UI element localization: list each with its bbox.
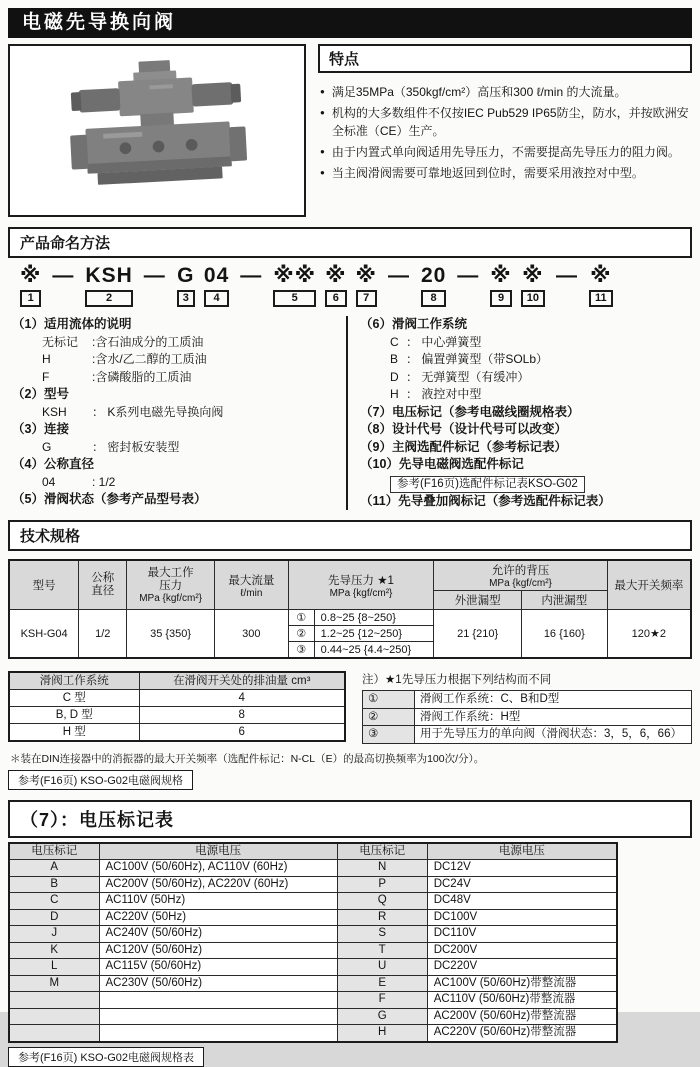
table-cell: B, D 型 xyxy=(9,707,139,724)
model-code-number-box: 2 xyxy=(85,290,132,307)
naming-sub-item xyxy=(360,369,692,387)
table-cell: M xyxy=(9,975,99,992)
naming-sub-desc: :含水/乙二醇的工质油 xyxy=(92,352,207,366)
model-code-segment xyxy=(20,265,41,307)
table-cell: DC12V xyxy=(427,860,617,877)
table-cell: E xyxy=(337,975,427,992)
model-code-segment xyxy=(421,265,446,307)
model-code-text: ※ xyxy=(355,264,377,287)
naming-item-label: （2）型号 xyxy=(12,387,69,401)
naming-item xyxy=(360,316,692,404)
naming-sub-desc: ： 无弹簧型（有缓冲） xyxy=(406,369,530,384)
table-cell: DC220V xyxy=(427,959,617,976)
table-cell xyxy=(99,992,337,1009)
voltage-section xyxy=(8,800,692,1067)
feature-bullet-item xyxy=(320,104,690,140)
cell-max-pressure: 35 {350} xyxy=(127,610,215,659)
model-code-number-box: 1 xyxy=(20,290,41,307)
naming-item xyxy=(360,456,692,493)
table-cell: F xyxy=(337,992,427,1009)
cell-pilot-no-2: ② xyxy=(288,626,314,642)
model-code-number-box: 6 xyxy=(325,290,346,307)
col-model: 型号 xyxy=(9,560,79,610)
features-title: 特点 xyxy=(329,51,360,68)
naming-sub-desc: ： 中心弹簧型 xyxy=(406,334,482,349)
model-code-dash xyxy=(386,265,412,287)
table-cell: 滑阀工作系统：C、B和D型 xyxy=(415,691,692,709)
cell-pilot-range-3: 0.44~25 {4.4~250} xyxy=(314,642,434,659)
dash-glyph: — xyxy=(457,264,480,287)
model-code-text: ※ xyxy=(490,264,512,287)
spec-row xyxy=(9,610,691,626)
bullet-icon: ● xyxy=(320,87,325,96)
table-row xyxy=(363,708,692,726)
table-row xyxy=(9,975,617,992)
naming-sub-term: B xyxy=(390,352,399,366)
table-cell: AC110V (50Hz) xyxy=(99,893,337,910)
dash-glyph: — xyxy=(143,264,166,287)
table-row xyxy=(9,860,617,877)
table-cell: 滑阀工作系统：H型 xyxy=(415,708,692,726)
feature-text: 当主阀滑阀需要可靠地返回到位时，需要采用液控对中型。 xyxy=(331,166,644,180)
naming-sub-desc: ： 偏置弹簧型（带SOLb） xyxy=(406,352,549,366)
table-header-row xyxy=(9,843,617,860)
naming-item xyxy=(12,386,346,421)
naming-list-left xyxy=(8,316,346,510)
naming-boxed-note: 参考(F16页)选配件标记表KSO-G02 xyxy=(390,476,585,493)
table-cell: AC115V (50/60Hz) xyxy=(99,959,337,976)
model-code-segment xyxy=(589,265,613,307)
table-row xyxy=(9,1008,617,1025)
table-row xyxy=(9,926,617,943)
table-cell: AC100V (50/60Hz)带整流器 xyxy=(427,975,617,992)
table-row xyxy=(363,691,692,709)
table-cell: C 型 xyxy=(9,690,139,707)
naming-sub-term: 无标记 xyxy=(42,334,79,349)
model-code-text: 20 xyxy=(420,264,447,287)
naming-sub-term: H xyxy=(42,352,51,366)
reference-text: 参考(F16页) KSO-G02电磁阀规格 xyxy=(18,774,184,787)
features-list xyxy=(318,83,692,182)
model-code-segment xyxy=(325,265,346,307)
model-code-segment xyxy=(177,265,195,307)
table-cell: AC220V (50/60Hz)带整流器 xyxy=(427,1025,617,1042)
model-code-segment xyxy=(204,265,229,307)
voltage-title: （7）：电压标记表 xyxy=(20,809,175,830)
table-cell: 4 xyxy=(139,690,345,707)
dash-glyph: — xyxy=(52,264,75,287)
model-code-text: KSH xyxy=(85,264,133,287)
column-header: 电压标记 xyxy=(337,843,427,860)
table-cell: AC200V (50/60Hz)带整流器 xyxy=(427,1008,617,1025)
page-title-bar xyxy=(8,8,692,38)
column-header: 电源电压 xyxy=(99,843,337,860)
naming-item-label: （3）连接 xyxy=(12,422,69,436)
naming-sub-term: G xyxy=(42,439,52,454)
table-cell: AC220V (50Hz) xyxy=(99,909,337,926)
feature-bullet-item xyxy=(320,143,690,161)
table-cell: AC110V (50/60Hz)带整流器 xyxy=(427,992,617,1009)
table-cell: DC200V xyxy=(427,942,617,959)
voltage-table xyxy=(8,842,618,1043)
table-row xyxy=(9,1025,617,1042)
model-code-segment xyxy=(521,265,545,307)
page-title: 电磁先导换向阀 xyxy=(22,12,177,33)
table-cell: N xyxy=(337,860,427,877)
model-code-number-box: 11 xyxy=(589,290,613,307)
table-cell: G xyxy=(337,1008,427,1025)
table-cell xyxy=(99,1008,337,1025)
cell-internal-drain: 16 {160} xyxy=(521,610,607,659)
naming-sub-term: 04 xyxy=(42,474,56,489)
column-header: 电源电压 xyxy=(427,843,617,860)
naming-sub-item xyxy=(360,334,692,352)
naming-sub-desc: :含石油成分的工质油 xyxy=(92,334,204,349)
table-cell: 6 xyxy=(139,724,345,742)
naming-sub-item xyxy=(12,474,346,492)
table-cell: Q xyxy=(337,893,427,910)
table-cell: ③ xyxy=(363,726,415,744)
naming-item-label: （9）主阀选配件标记（参考标记表） xyxy=(360,439,567,454)
table-header-row xyxy=(9,672,345,690)
table-row xyxy=(9,724,345,742)
model-code-number-box: 8 xyxy=(421,290,446,307)
col-max-flow: 最大流量 ℓ/min xyxy=(215,560,289,610)
feature-bullet-item xyxy=(320,83,690,101)
naming-sub-term: H xyxy=(390,387,399,401)
model-code-number-box: 3 xyxy=(177,290,195,307)
model-code-number-box: 5 xyxy=(273,290,316,307)
table-cell: DC100V xyxy=(427,909,617,926)
naming-sub-item xyxy=(12,351,346,369)
feature-text: 由于内置式单向阀适用先导压力，不需要提高先导压力的阻力阀。 xyxy=(331,145,680,159)
table-cell: H 型 xyxy=(9,724,139,742)
naming-item-label: （1）适用流体的说明 xyxy=(12,317,132,331)
reference-box-kso xyxy=(8,770,193,790)
table-row xyxy=(9,992,617,1009)
spec-table xyxy=(8,559,692,659)
table-cell: 8 xyxy=(139,707,345,724)
col-max-pressure: 最大工作压力 MPa {kgf/cm²} xyxy=(127,560,215,610)
feature-text: 机构的大多数组件不仅按IEC Pub529 IP65防尘，防水，并按欧洲安全标准（CE）生产。 xyxy=(331,106,689,138)
voltage-title-box xyxy=(8,800,692,838)
naming-item-label: （5）滑阀状态（参考产品型号表） xyxy=(12,492,207,506)
naming-item-label: （8）设计代号（设计代号可以改变） xyxy=(360,422,567,436)
model-code-dash xyxy=(238,265,264,287)
table-cell: C xyxy=(9,893,99,910)
naming-sub-desc: : 1/2 xyxy=(92,474,116,489)
product-photo-frame xyxy=(8,44,306,217)
col-pilot-pressure: 先导压力 ★1 MPa {kgf/cm²} xyxy=(288,560,434,610)
table-cell: AC240V (50/60Hz) xyxy=(99,926,337,943)
cell-pilot-range-1: 0.8~25 {8~250} xyxy=(314,610,434,626)
naming-columns xyxy=(8,316,692,510)
bullet-icon: ● xyxy=(320,147,325,156)
specs-title: 技术规格 xyxy=(20,528,81,545)
column-header: 滑阀工作系统 xyxy=(9,672,139,690)
table-cell: L xyxy=(9,959,99,976)
table-cell: DC48V xyxy=(427,893,617,910)
dash-glyph: — xyxy=(240,264,263,287)
table-row xyxy=(9,959,617,976)
table-cell: AC120V (50/60Hz) xyxy=(99,942,337,959)
table-cell xyxy=(9,1025,99,1042)
naming-item xyxy=(360,439,692,457)
model-code-segment xyxy=(490,265,511,307)
table-cell: D xyxy=(9,909,99,926)
naming-sub-term: KSH xyxy=(42,404,67,419)
column-header: 在滑阀开关处的排油量 cm³ xyxy=(139,672,345,690)
table-cell: R xyxy=(337,909,427,926)
table-cell: A xyxy=(9,860,99,877)
naming-sub-term: D xyxy=(390,369,399,384)
cell-max-frequency: 120★2 xyxy=(607,610,691,659)
table-row xyxy=(9,707,345,724)
naming-list-right xyxy=(346,316,692,510)
table-cell: T xyxy=(337,942,427,959)
specs-sub-tables xyxy=(8,671,692,744)
model-code-number-box: 10 xyxy=(521,290,545,307)
model-code-dash xyxy=(50,265,76,287)
reference-text: 参考(F16页) KSO-G02电磁阀规格表 xyxy=(18,1051,195,1064)
note-title: 注）★1先导压力根据下列结构而不同 xyxy=(362,674,552,686)
naming-sub-desc: ： 密封板安装型 xyxy=(92,439,180,454)
model-code-text: ※※ xyxy=(273,264,317,287)
naming-sub-desc: ： K系列电磁先导换向阀 xyxy=(92,404,224,419)
model-code-segment xyxy=(356,265,377,307)
drain-table xyxy=(8,671,346,742)
model-code-text: ※ xyxy=(325,264,347,287)
model-code-number-box: 4 xyxy=(204,290,229,307)
table-cell: J xyxy=(9,926,99,943)
table-row xyxy=(9,942,617,959)
naming-item-label: （11）先导叠加阀标记（参考选配件标记表） xyxy=(360,493,611,508)
footnote: ＊装在DIN连接器中的消振器的最大开关频率（选配件标记：N-CL（E）的最高切换频率为100次/分）。 xyxy=(10,752,485,765)
table-cell xyxy=(9,1008,99,1025)
table-row xyxy=(9,690,345,707)
model-code-text: G xyxy=(177,264,195,287)
feature-bullet-item xyxy=(320,164,690,182)
model-code-number-box: 7 xyxy=(356,290,377,307)
naming-section xyxy=(8,227,692,510)
table-cell: DC110V xyxy=(427,926,617,943)
table-cell: S xyxy=(337,926,427,943)
naming-item-label: （6）滑阀工作系统 xyxy=(360,317,467,331)
col-internal-drain: 内泄漏型 xyxy=(521,591,607,610)
table-cell: P xyxy=(337,876,427,893)
column-header: 电压标记 xyxy=(9,843,99,860)
naming-item xyxy=(12,491,346,509)
col-max-frequency: 最大开关频率 xyxy=(607,560,691,610)
naming-sub-item xyxy=(360,351,692,369)
dash-glyph: — xyxy=(555,264,578,287)
naming-sub-desc: ： 液控对中型 xyxy=(406,387,482,401)
table-cell: AC100V (50/60Hz), AC110V (60Hz) xyxy=(99,860,337,877)
model-code xyxy=(8,258,692,307)
model-code-number-box: 9 xyxy=(490,290,511,307)
pilot-note-table xyxy=(362,690,692,744)
table-cell xyxy=(9,992,99,1009)
table-cell: U xyxy=(337,959,427,976)
col-external-drain: 外泄漏型 xyxy=(434,591,522,610)
table-cell xyxy=(99,1025,337,1042)
cell-pilot-range-2: 1.2~25 {12~250} xyxy=(314,626,434,642)
naming-sub-item xyxy=(360,386,692,404)
naming-item xyxy=(360,421,692,439)
naming-item-label: （4）公称直径 xyxy=(12,457,94,471)
naming-title: 产品命名方法 xyxy=(20,235,111,252)
model-code-text: ※ xyxy=(590,264,612,287)
col-diameter: 公称直径 xyxy=(79,560,127,610)
naming-item xyxy=(12,316,346,386)
cell-pilot-no-1: ① xyxy=(288,610,314,626)
model-code-dash xyxy=(554,265,580,287)
naming-item xyxy=(12,456,346,491)
model-code-segment xyxy=(85,265,132,307)
table-cell: K xyxy=(9,942,99,959)
table-row xyxy=(9,909,617,926)
naming-item xyxy=(360,404,692,422)
cell-model: KSH-G04 xyxy=(9,610,79,659)
naming-sub-item xyxy=(12,439,346,457)
naming-sub-item xyxy=(12,334,346,352)
feature-text: 满足35MPa（350kgf/cm²）高压和300 ℓ/min 的大流量。 xyxy=(331,85,627,99)
naming-sub-term: C xyxy=(390,334,399,349)
table-cell: H xyxy=(337,1025,427,1042)
table-cell: B xyxy=(9,876,99,893)
naming-sub-item xyxy=(12,404,346,422)
table-row xyxy=(363,726,692,744)
naming-sub-term: F xyxy=(42,369,50,384)
table-row xyxy=(9,876,617,893)
specs-section xyxy=(8,520,692,790)
naming-sub-item xyxy=(12,369,346,387)
table-cell: 用于先导压力的单向阀（滑阀状态：3，5，6，66） xyxy=(415,726,692,744)
model-code-text: ※ xyxy=(522,264,544,287)
table-row xyxy=(9,893,617,910)
model-code-text: 04 xyxy=(203,264,230,287)
naming-item-label: （10）先导电磁阀选配件标记 xyxy=(360,457,524,471)
model-code-dash xyxy=(142,265,168,287)
cell-max-flow: 300 xyxy=(215,610,289,659)
features-panel xyxy=(318,44,692,217)
cell-diameter: 1/2 xyxy=(79,610,127,659)
naming-title-box xyxy=(8,227,692,258)
naming-sub-desc: :含磷酸脂的工质油 xyxy=(92,369,192,384)
model-code-text: ※ xyxy=(20,264,42,287)
table-cell: AC230V (50/60Hz) xyxy=(99,975,337,992)
cell-pilot-no-3: ③ xyxy=(288,642,314,659)
model-code-segment xyxy=(273,265,316,307)
naming-item-label: （7）电压标记（参考电磁线圈规格表） xyxy=(360,404,580,419)
top-section xyxy=(8,44,692,217)
valve-photo xyxy=(34,53,280,209)
model-code-dash xyxy=(455,265,481,287)
table-cell: ② xyxy=(363,708,415,726)
table-cell: DC24V xyxy=(427,876,617,893)
naming-item xyxy=(360,493,692,511)
cell-external-drain: 21 {210} xyxy=(434,610,522,659)
table-cell: AC200V (50/60Hz), AC220V (60Hz) xyxy=(99,876,337,893)
naming-item xyxy=(12,421,346,456)
reference-box-voltage xyxy=(8,1047,204,1067)
bullet-icon: ● xyxy=(320,168,325,177)
dash-glyph: — xyxy=(387,264,410,287)
table-cell: ① xyxy=(363,691,415,709)
bullet-icon: ● xyxy=(320,108,325,117)
pilot-note-block xyxy=(362,671,692,744)
col-back-pressure: 允许的背压 MPa {kgf/cm²} xyxy=(434,560,607,591)
features-title-box xyxy=(318,44,692,73)
specs-title-box xyxy=(8,520,692,551)
